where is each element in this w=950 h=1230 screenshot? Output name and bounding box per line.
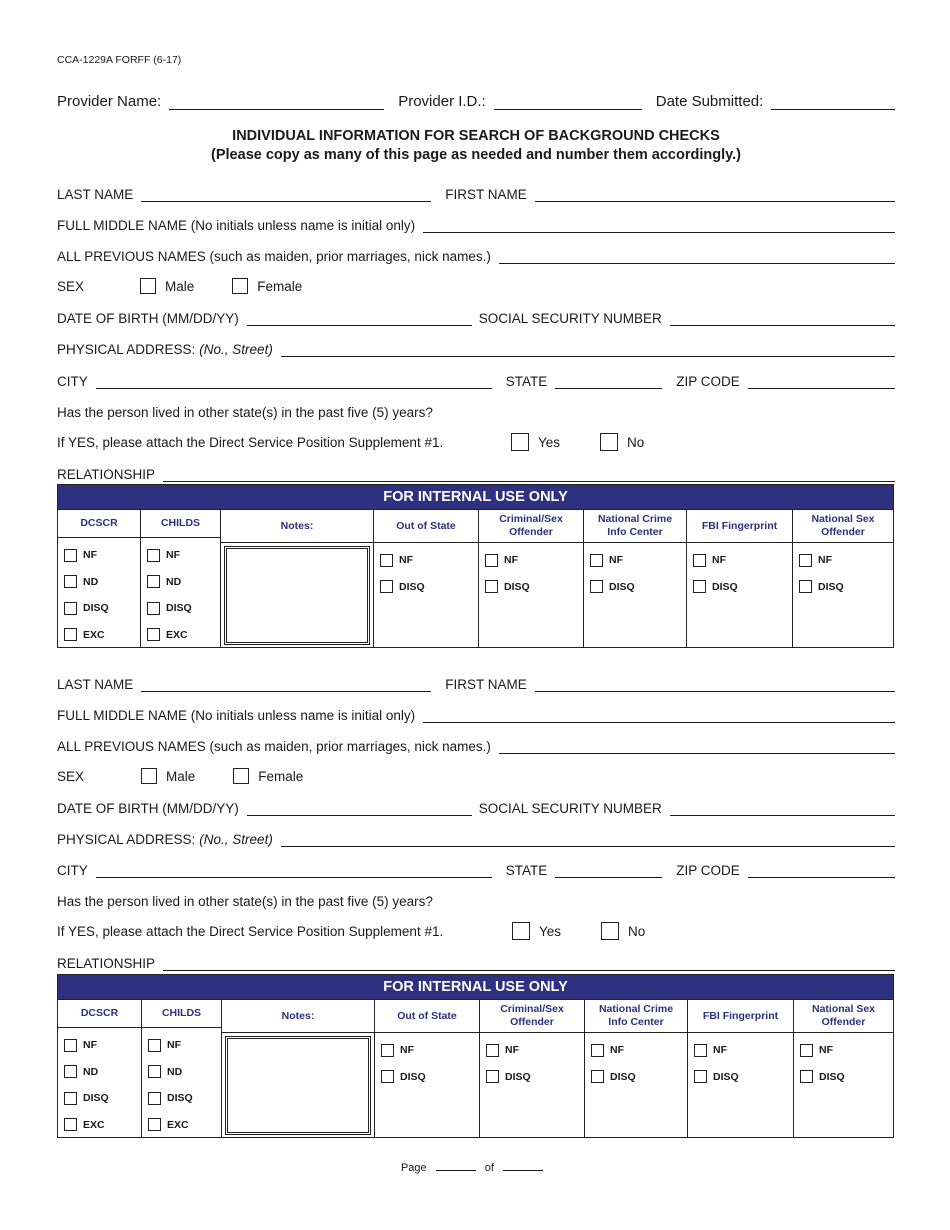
address-field[interactable] bbox=[281, 834, 895, 847]
criminal-header-line1: Criminal/Sex bbox=[499, 513, 563, 525]
childs-disq-checkbox[interactable] bbox=[147, 602, 160, 615]
internal-use-table bbox=[57, 974, 894, 1138]
dob-field[interactable] bbox=[247, 803, 472, 816]
if-yes-row bbox=[57, 922, 895, 940]
exc-label: EXC bbox=[166, 628, 188, 641]
state-field[interactable] bbox=[555, 376, 662, 389]
middle-name-row bbox=[57, 215, 895, 233]
nf-label: NF bbox=[83, 549, 97, 562]
dob-row bbox=[57, 798, 895, 816]
yes-label: Yes bbox=[538, 434, 561, 450]
fbi-disq-checkbox[interactable] bbox=[694, 1070, 707, 1083]
sex-label: SEX bbox=[57, 278, 85, 294]
yes-checkbox[interactable] bbox=[511, 433, 529, 451]
disq-label: DISQ bbox=[818, 580, 844, 593]
ncic-column bbox=[585, 1000, 688, 1138]
criminal-nf-checkbox[interactable] bbox=[485, 554, 498, 567]
criminal-header-line2: Offender bbox=[510, 1016, 554, 1028]
state-field[interactable] bbox=[555, 865, 662, 878]
criminal-disq-checkbox[interactable] bbox=[485, 580, 498, 593]
ncic-header bbox=[584, 510, 686, 543]
nf-label: NF bbox=[505, 1044, 519, 1057]
page-label: Page bbox=[400, 1162, 427, 1174]
nf-label: NF bbox=[167, 1039, 181, 1052]
zip-label: ZIP CODE bbox=[676, 374, 740, 389]
dcscr-header: DCSCR bbox=[58, 1000, 141, 1028]
sex-row bbox=[57, 277, 895, 295]
relationship-label: RELATIONSHIP bbox=[57, 956, 156, 971]
nf-label: NF bbox=[504, 554, 518, 567]
header-row bbox=[57, 90, 895, 110]
middle-name-field[interactable] bbox=[423, 220, 895, 233]
fbi-column bbox=[687, 510, 793, 648]
childs-nf-checkbox[interactable] bbox=[147, 549, 160, 562]
criminal-header-line1: Criminal/Sex bbox=[500, 1003, 564, 1015]
ssn-field[interactable] bbox=[670, 803, 895, 816]
dob-field[interactable] bbox=[247, 313, 472, 326]
ncic-header-line2: Info Center bbox=[608, 1016, 664, 1028]
state-label: STATE bbox=[505, 863, 548, 878]
fbi-header: FBI Fingerprint bbox=[688, 1000, 793, 1033]
disq-label: DISQ bbox=[400, 1070, 426, 1083]
if-yes-row bbox=[57, 433, 895, 451]
disq-label: DISQ bbox=[166, 602, 192, 615]
ssn-label: SOCIAL SECURITY NUMBER bbox=[478, 311, 662, 326]
ncic-header-line1: National Crime bbox=[598, 1003, 674, 1015]
sex-row bbox=[57, 767, 895, 785]
dcscr-header: DCSCR bbox=[58, 510, 140, 538]
nd-label: ND bbox=[83, 575, 99, 588]
disq-label: DISQ bbox=[504, 580, 530, 593]
out-of-state-header: Out of State bbox=[374, 510, 478, 543]
internal-use-banner: FOR INTERNAL USE ONLY bbox=[58, 975, 893, 1000]
male-label: Male bbox=[165, 278, 195, 294]
male-label: Male bbox=[166, 768, 196, 784]
female-label: Female bbox=[257, 278, 303, 294]
dcscr-exc-checkbox[interactable] bbox=[64, 628, 77, 641]
provider-name-label: Provider Name: bbox=[57, 93, 162, 110]
exc-label: EXC bbox=[167, 1118, 189, 1131]
nf-label: NF bbox=[819, 1044, 833, 1057]
previous-names-label: ALL PREVIOUS NAMES (such as maiden, prior marriages, nick names.) bbox=[57, 249, 491, 264]
out-of-state-disq-checkbox[interactable] bbox=[381, 1070, 394, 1083]
exc-label: EXC bbox=[83, 1118, 105, 1131]
disq-label: DISQ bbox=[167, 1092, 193, 1105]
childs-nd-checkbox[interactable] bbox=[147, 575, 160, 588]
no-checkbox[interactable] bbox=[600, 433, 618, 451]
notes-box[interactable] bbox=[224, 546, 370, 645]
childs-nf-checkbox[interactable] bbox=[148, 1039, 161, 1052]
criminal-header-line2: Offender bbox=[509, 526, 553, 538]
nso-header bbox=[793, 510, 893, 543]
ncic-nf-checkbox[interactable] bbox=[591, 1044, 604, 1057]
zip-label: ZIP CODE bbox=[676, 863, 740, 878]
city-row bbox=[57, 371, 895, 389]
dob-row bbox=[57, 308, 895, 326]
last-name-field[interactable] bbox=[141, 679, 431, 692]
dob-label: DATE OF BIRTH (MM/DD/YY) bbox=[57, 801, 239, 816]
first-name-label: FIRST NAME bbox=[445, 677, 527, 692]
nf-label: NF bbox=[609, 554, 623, 567]
city-row bbox=[57, 860, 895, 878]
title-line-1: INDIVIDUAL INFORMATION FOR SEARCH OF BACKGROUND CHECKS bbox=[232, 128, 720, 144]
lived-question: Has the person lived in other state(s) in the past five (5) years? bbox=[57, 405, 433, 420]
fbi-column bbox=[688, 1000, 794, 1138]
dcscr-disq-checkbox[interactable] bbox=[64, 602, 77, 615]
notes-header: Notes: bbox=[222, 1000, 374, 1033]
ssn-field[interactable] bbox=[670, 313, 895, 326]
ncic-column bbox=[584, 510, 687, 648]
out-of-state-nf-checkbox[interactable] bbox=[381, 1044, 394, 1057]
male-checkbox[interactable] bbox=[141, 768, 157, 784]
dcscr-nf-checkbox[interactable] bbox=[64, 549, 77, 562]
ncic-header-line2: Info Center bbox=[607, 526, 663, 538]
first-name-label: FIRST NAME bbox=[445, 187, 527, 202]
lived-question-row bbox=[57, 891, 895, 909]
page-number-field[interactable] bbox=[436, 1160, 476, 1171]
notes-column bbox=[221, 510, 374, 648]
nd-label: ND bbox=[83, 1065, 99, 1078]
city-field[interactable] bbox=[96, 376, 492, 389]
criminal-column bbox=[479, 510, 584, 648]
lived-question-row bbox=[57, 402, 895, 420]
ncic-nf-checkbox[interactable] bbox=[590, 554, 603, 567]
criminal-header bbox=[480, 1000, 584, 1033]
previous-names-field[interactable] bbox=[499, 741, 895, 754]
childs-exc-checkbox[interactable] bbox=[147, 628, 160, 641]
yes-checkbox[interactable] bbox=[512, 922, 530, 940]
address-label: PHYSICAL ADDRESS: bbox=[57, 832, 196, 847]
notes-header: Notes: bbox=[221, 510, 373, 543]
nso-column bbox=[794, 1000, 893, 1138]
out-of-state-disq-checkbox[interactable] bbox=[380, 580, 393, 593]
no-label: No bbox=[628, 923, 646, 939]
middle-name-label: FULL MIDDLE NAME (No initials unless name is initial only) bbox=[57, 708, 416, 723]
address-row bbox=[57, 339, 895, 357]
fbi-nf-checkbox[interactable] bbox=[693, 554, 706, 567]
state-label: STATE bbox=[505, 374, 548, 389]
ncic-header bbox=[585, 1000, 687, 1033]
internal-use-table bbox=[57, 484, 894, 648]
ncic-disq-checkbox[interactable] bbox=[591, 1070, 604, 1083]
nd-label: ND bbox=[166, 575, 182, 588]
disq-label: DISQ bbox=[609, 580, 635, 593]
city-label: CITY bbox=[57, 374, 88, 389]
female-checkbox[interactable] bbox=[233, 768, 249, 784]
dcscr-disq-checkbox[interactable] bbox=[64, 1092, 77, 1105]
city-label: CITY bbox=[57, 863, 88, 878]
criminal-disq-checkbox[interactable] bbox=[486, 1070, 499, 1083]
middle-name-field[interactable] bbox=[423, 710, 895, 723]
criminal-nf-checkbox[interactable] bbox=[486, 1044, 499, 1057]
first-name-field[interactable] bbox=[535, 679, 895, 692]
disq-label: DISQ bbox=[83, 602, 109, 615]
relationship-row bbox=[57, 953, 895, 971]
ncic-disq-checkbox[interactable] bbox=[590, 580, 603, 593]
childs-disq-checkbox[interactable] bbox=[148, 1092, 161, 1105]
childs-column bbox=[141, 510, 221, 648]
last-name-label: LAST NAME bbox=[57, 187, 134, 202]
nso-nf-checkbox[interactable] bbox=[800, 1044, 813, 1057]
criminal-column bbox=[480, 1000, 585, 1138]
city-field[interactable] bbox=[96, 865, 492, 878]
of-label: of bbox=[484, 1162, 494, 1174]
notes-box[interactable] bbox=[225, 1036, 371, 1135]
no-checkbox[interactable] bbox=[601, 922, 619, 940]
previous-names-label: ALL PREVIOUS NAMES (such as maiden, prior marriages, nick names.) bbox=[57, 739, 491, 754]
previous-names-row bbox=[57, 736, 895, 754]
internal-use-banner: FOR INTERNAL USE ONLY bbox=[58, 485, 893, 510]
previous-names-field[interactable] bbox=[499, 251, 895, 264]
form-code: CCA-1229A FORFF (6-17) bbox=[57, 54, 182, 66]
name-row bbox=[57, 674, 895, 692]
nd-label: ND bbox=[167, 1065, 183, 1078]
relationship-field[interactable] bbox=[163, 469, 895, 482]
disq-label: DISQ bbox=[399, 580, 425, 593]
out-of-state-column bbox=[375, 1000, 480, 1138]
disq-label: DISQ bbox=[83, 1092, 109, 1105]
out-of-state-nf-checkbox[interactable] bbox=[380, 554, 393, 567]
nso-header-line2: Offender bbox=[821, 1016, 866, 1028]
sex-label: SEX bbox=[57, 768, 85, 784]
provider-id-field[interactable] bbox=[494, 95, 642, 110]
female-label: Female bbox=[258, 768, 304, 784]
nso-header-line1: National Sex bbox=[811, 513, 875, 525]
last-name-label: LAST NAME bbox=[57, 677, 134, 692]
relationship-label: RELATIONSHIP bbox=[57, 467, 156, 482]
if-yes-text: If YES, please attach the Direct Service Position Supplement #1. bbox=[57, 434, 444, 450]
nf-label: NF bbox=[610, 1044, 624, 1057]
page-title bbox=[57, 127, 895, 165]
nso-header bbox=[794, 1000, 893, 1033]
provider-id-label: Provider I.D.: bbox=[398, 93, 486, 110]
dcscr-column bbox=[58, 1000, 142, 1138]
fbi-header: FBI Fingerprint bbox=[687, 510, 792, 543]
nso-column bbox=[793, 510, 893, 648]
disq-label: DISQ bbox=[505, 1070, 531, 1083]
date-submitted-field[interactable] bbox=[771, 95, 895, 110]
name-row bbox=[57, 184, 895, 202]
childs-header: CHILDS bbox=[141, 510, 220, 538]
dcscr-nd-checkbox[interactable] bbox=[64, 1065, 77, 1078]
nso-header-line2: Offender bbox=[821, 526, 865, 538]
lived-question: Has the person lived in other state(s) in the past five (5) years? bbox=[57, 894, 433, 909]
if-yes-text: If YES, please attach the Direct Service Position Supplement #1. bbox=[57, 923, 444, 939]
address-row bbox=[57, 829, 895, 847]
disq-label: DISQ bbox=[712, 580, 738, 593]
criminal-header bbox=[479, 510, 583, 543]
fbi-nf-checkbox[interactable] bbox=[694, 1044, 707, 1057]
childs-header: CHILDS bbox=[142, 1000, 221, 1028]
disq-label: DISQ bbox=[819, 1070, 845, 1083]
title-line-2: (Please copy as many of this page as needed and number them accordingly.) bbox=[211, 147, 741, 163]
nf-label: NF bbox=[399, 554, 413, 567]
dcscr-exc-checkbox[interactable] bbox=[64, 1118, 77, 1131]
nf-label: NF bbox=[83, 1039, 97, 1052]
exc-label: EXC bbox=[83, 628, 105, 641]
nf-label: NF bbox=[400, 1044, 414, 1057]
previous-names-row bbox=[57, 246, 895, 264]
no-label: No bbox=[627, 434, 645, 450]
provider-name-field[interactable] bbox=[169, 95, 384, 110]
first-name-field[interactable] bbox=[535, 189, 895, 202]
address-field[interactable] bbox=[281, 344, 895, 357]
childs-column bbox=[142, 1000, 222, 1138]
middle-name-label: FULL MIDDLE NAME (No initials unless name is initial only) bbox=[57, 218, 416, 233]
address-label: PHYSICAL ADDRESS: bbox=[57, 342, 196, 357]
dob-label: DATE OF BIRTH (MM/DD/YY) bbox=[57, 311, 239, 326]
zip-field[interactable] bbox=[748, 865, 895, 878]
disq-label: DISQ bbox=[610, 1070, 636, 1083]
nf-label: NF bbox=[713, 1044, 727, 1057]
childs-nd-checkbox[interactable] bbox=[148, 1065, 161, 1078]
address-hint: (No., Street) bbox=[199, 832, 273, 847]
fbi-disq-checkbox[interactable] bbox=[693, 580, 706, 593]
nf-label: NF bbox=[818, 554, 832, 567]
dcscr-nd-checkbox[interactable] bbox=[64, 575, 77, 588]
childs-exc-checkbox[interactable] bbox=[148, 1118, 161, 1131]
dcscr-nf-checkbox[interactable] bbox=[64, 1039, 77, 1052]
ssn-label: SOCIAL SECURITY NUMBER bbox=[478, 801, 662, 816]
page-number-footer bbox=[0, 1160, 950, 1174]
nso-disq-checkbox[interactable] bbox=[800, 1070, 813, 1083]
middle-name-row bbox=[57, 705, 895, 723]
page-total-field[interactable] bbox=[503, 1160, 543, 1171]
yes-label: Yes bbox=[539, 923, 562, 939]
out-of-state-column bbox=[374, 510, 479, 648]
nso-header-line1: National Sex bbox=[811, 1003, 876, 1015]
zip-field[interactable] bbox=[748, 376, 895, 389]
relationship-field[interactable] bbox=[163, 958, 895, 971]
nf-label: NF bbox=[712, 554, 726, 567]
female-checkbox[interactable] bbox=[232, 278, 248, 294]
out-of-state-header: Out of State bbox=[375, 1000, 479, 1033]
dcscr-column bbox=[58, 510, 141, 648]
relationship-row bbox=[57, 464, 895, 482]
last-name-field[interactable] bbox=[141, 189, 431, 202]
ncic-header-line1: National Crime bbox=[597, 513, 673, 525]
date-submitted-label: Date Submitted: bbox=[655, 93, 764, 110]
nf-label: NF bbox=[166, 549, 180, 562]
notes-column bbox=[222, 1000, 375, 1138]
nso-disq-checkbox[interactable] bbox=[799, 580, 812, 593]
male-checkbox[interactable] bbox=[140, 278, 156, 294]
disq-label: DISQ bbox=[713, 1070, 739, 1083]
address-hint: (No., Street) bbox=[199, 342, 273, 357]
nso-nf-checkbox[interactable] bbox=[799, 554, 812, 567]
